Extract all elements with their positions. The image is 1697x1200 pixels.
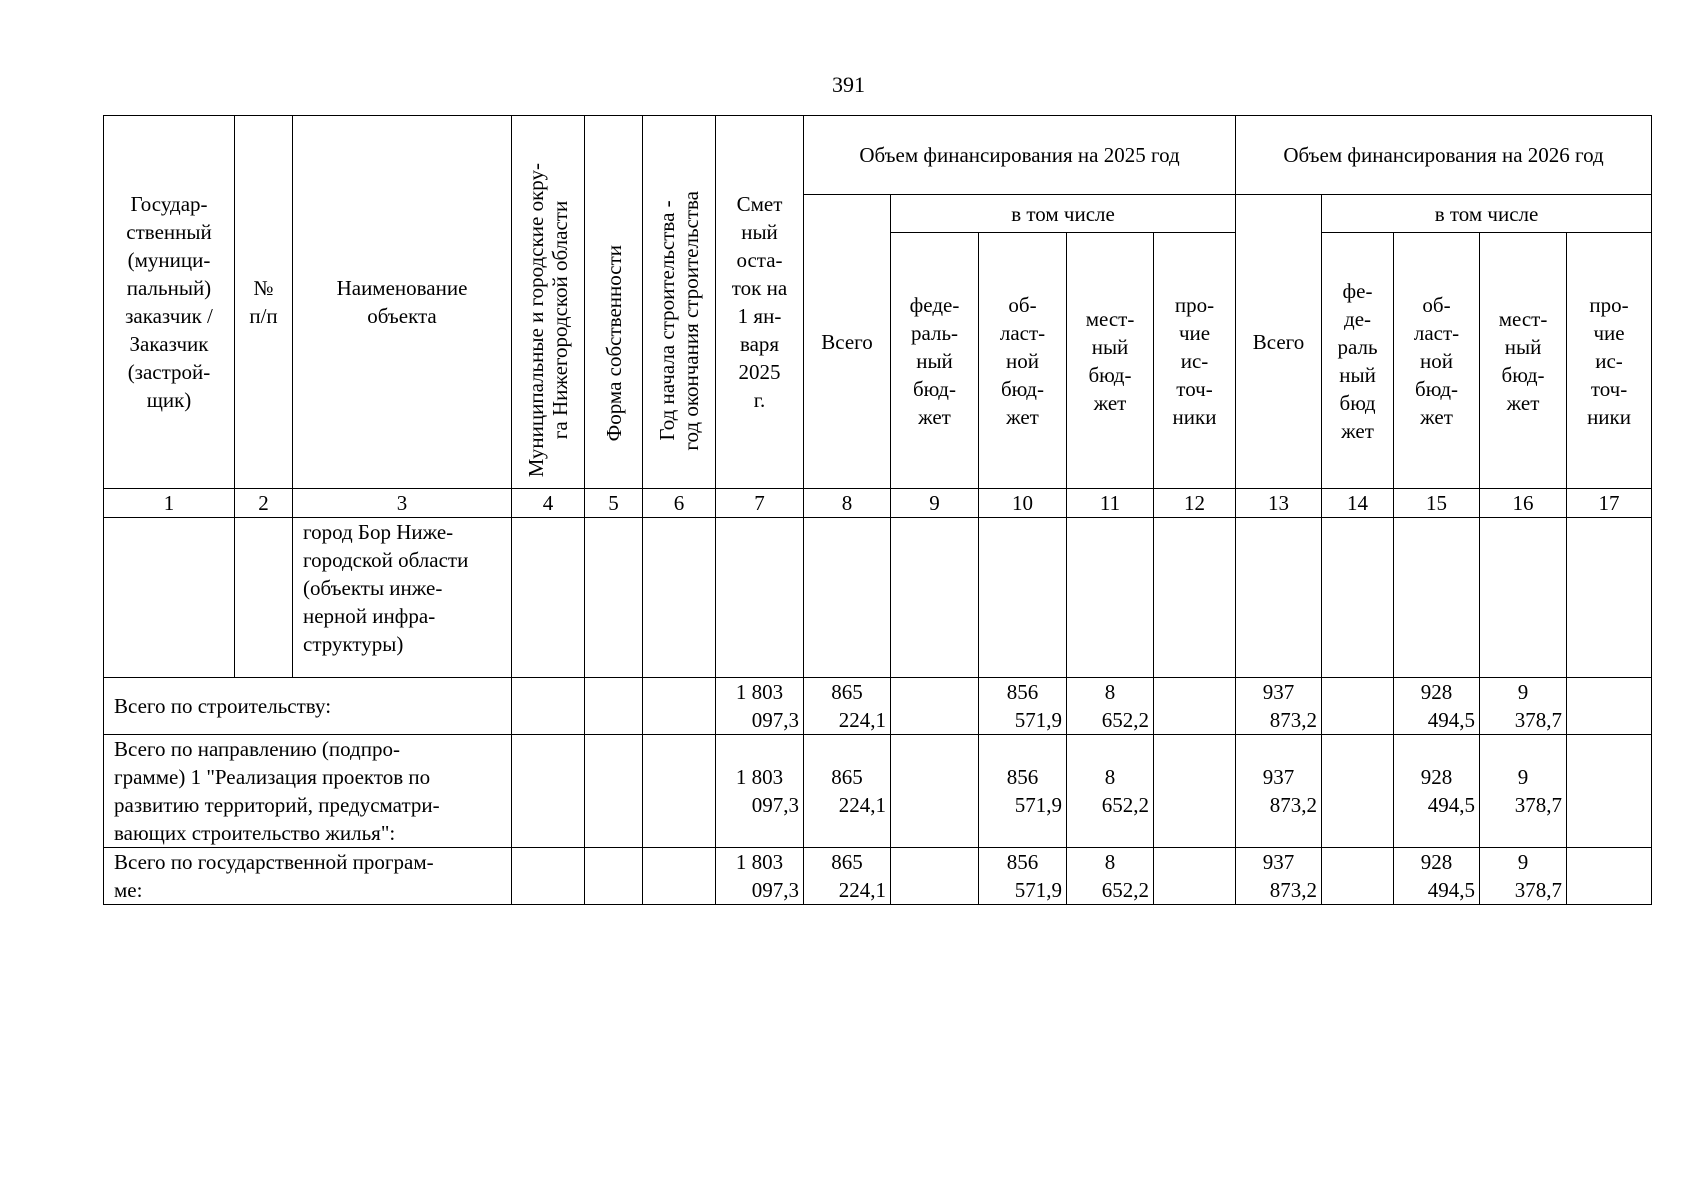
object-customer-cell <box>104 518 235 678</box>
header-regional-2025: об- ласт- ной бюд- жет <box>979 233 1067 489</box>
column-number: 16 <box>1480 489 1567 518</box>
regional-2025-value: 856 571,9 <box>979 848 1067 905</box>
header-federal-2026: фе- де- раль ный бюд жет <box>1322 233 1394 489</box>
object-row <box>104 518 1652 678</box>
header-object-name: Наименование объекта <box>293 116 512 489</box>
empty-cell <box>512 678 585 735</box>
header-local-2026: мест- ный бюд- жет <box>1480 233 1567 489</box>
empty-cell <box>585 848 643 905</box>
empty-cell <box>1154 518 1236 678</box>
empty-cell <box>1322 735 1394 848</box>
totals-label: Всего по государственной програм- ме: <box>104 848 512 905</box>
header-total-2025: Всего <box>804 195 891 489</box>
column-number: 12 <box>1154 489 1236 518</box>
empty-cell <box>643 848 716 905</box>
object-number-cell <box>235 518 293 678</box>
header-ownership: Форма собственности <box>601 244 626 441</box>
empty-cell <box>643 678 716 735</box>
column-numbers-row <box>104 489 1652 518</box>
total-2026-value: 937 873,2 <box>1236 678 1322 735</box>
empty-cell <box>643 735 716 848</box>
empty-cell <box>1236 518 1322 678</box>
total-2026-value: 937 873,2 <box>1236 848 1322 905</box>
empty-cell <box>1394 518 1480 678</box>
header-row-1 <box>104 116 1652 195</box>
header-regional-2026: об- ласт- ной бюд- жет <box>1394 233 1480 489</box>
empty-cell <box>891 735 979 848</box>
column-number: 1 <box>104 489 235 518</box>
regional-2025-value: 856 571,9 <box>979 678 1067 735</box>
remaining-value: 1 803 097,3 <box>716 678 804 735</box>
local-2026-value: 9 378,7 <box>1480 735 1567 848</box>
total-2025-value: 865 224,1 <box>804 848 891 905</box>
column-number: 5 <box>585 489 643 518</box>
empty-cell <box>1480 518 1567 678</box>
header-ownership-cell <box>585 116 643 489</box>
local-2026-value: 9 378,7 <box>1480 848 1567 905</box>
empty-cell <box>1567 848 1652 905</box>
local-2025-value: 8 652,2 <box>1067 735 1154 848</box>
empty-cell <box>643 518 716 678</box>
column-number: 7 <box>716 489 804 518</box>
column-number: 2 <box>235 489 293 518</box>
column-number: 10 <box>979 489 1067 518</box>
empty-cell <box>979 518 1067 678</box>
header-total-2026: Всего <box>1236 195 1322 489</box>
regional-2026-value: 928 494,5 <box>1394 735 1480 848</box>
empty-cell <box>1567 678 1652 735</box>
regional-2026-value: 928 494,5 <box>1394 678 1480 735</box>
column-number: 3 <box>293 489 512 518</box>
totals-row <box>104 678 1652 735</box>
empty-cell <box>1567 735 1652 848</box>
regional-2025-value: 856 571,9 <box>979 735 1067 848</box>
header-customer: Государ- ственный (муници- пальный) заказчик / Заказчик (застрой- щик) <box>104 116 235 489</box>
empty-cell <box>716 518 804 678</box>
total-2026-value: 937 873,2 <box>1236 735 1322 848</box>
header-federal-2025: феде- раль- ный бюд- жет <box>891 233 979 489</box>
empty-cell <box>891 678 979 735</box>
regional-2026-value: 928 494,5 <box>1394 848 1480 905</box>
empty-cell <box>585 735 643 848</box>
totals-row <box>104 735 1652 848</box>
empty-cell <box>804 518 891 678</box>
budget-table <box>103 115 1652 905</box>
header-number: № п/п <box>235 116 293 489</box>
object-name: город Бор Ниже- городской области (объекты инже- нерной инфра- структуры) <box>293 518 512 678</box>
empty-cell <box>1322 848 1394 905</box>
header-funding-2026: Объем финансирования на 2026 год <box>1236 116 1652 195</box>
column-number: 8 <box>804 489 891 518</box>
empty-cell <box>1067 518 1154 678</box>
column-number: 17 <box>1567 489 1652 518</box>
empty-cell <box>1154 848 1236 905</box>
empty-cell <box>512 518 585 678</box>
header-funding-2025: Объем финансирования на 2025 год <box>804 116 1236 195</box>
header-years-cell <box>643 116 716 489</box>
empty-cell <box>1322 678 1394 735</box>
header-including-2026: в том числе <box>1322 195 1652 233</box>
total-2025-value: 865 224,1 <box>804 735 891 848</box>
empty-cell <box>891 518 979 678</box>
remaining-value: 1 803 097,3 <box>716 848 804 905</box>
header-other-2026: про- чие ис- точ- ники <box>1567 233 1652 489</box>
column-number: 13 <box>1236 489 1322 518</box>
empty-cell <box>585 678 643 735</box>
empty-cell <box>891 848 979 905</box>
remaining-value: 1 803 097,3 <box>716 735 804 848</box>
empty-cell <box>1567 518 1652 678</box>
totals-label: Всего по направлению (подпро- грамме) 1 "Реализация проектов по развитию территорий, предусматри- вающих строительство жилья": <box>104 735 512 848</box>
total-2025-value: 865 224,1 <box>804 678 891 735</box>
local-2026-value: 9 378,7 <box>1480 678 1567 735</box>
empty-cell <box>512 848 585 905</box>
column-number: 15 <box>1394 489 1480 518</box>
empty-cell <box>512 735 585 848</box>
header-other-2025: про- чие ис- точ- ники <box>1154 233 1236 489</box>
column-number: 11 <box>1067 489 1154 518</box>
column-number: 9 <box>891 489 979 518</box>
totals-row <box>104 848 1652 905</box>
column-number: 4 <box>512 489 585 518</box>
header-local-2025: мест- ный бюд- жет <box>1067 233 1154 489</box>
totals-label: Всего по строительству: <box>104 678 512 735</box>
local-2025-value: 8 652,2 <box>1067 678 1154 735</box>
header-municipality: Муниципальные и городские окру- га Нижегородской области <box>524 162 572 477</box>
column-number: 6 <box>643 489 716 518</box>
empty-cell <box>1154 678 1236 735</box>
page-number: 391 <box>832 72 865 97</box>
empty-cell <box>585 518 643 678</box>
header-including-2025: в том числе <box>891 195 1236 233</box>
header-municipality-cell <box>512 116 585 489</box>
header-remaining: Смет ный оста- ток на 1 ян- варя 2025 г. <box>716 116 804 489</box>
empty-cell <box>1322 518 1394 678</box>
empty-cell <box>1154 735 1236 848</box>
local-2025-value: 8 652,2 <box>1067 848 1154 905</box>
column-number: 14 <box>1322 489 1394 518</box>
header-years: Год начала строительства - год окончания строительства <box>655 191 703 451</box>
